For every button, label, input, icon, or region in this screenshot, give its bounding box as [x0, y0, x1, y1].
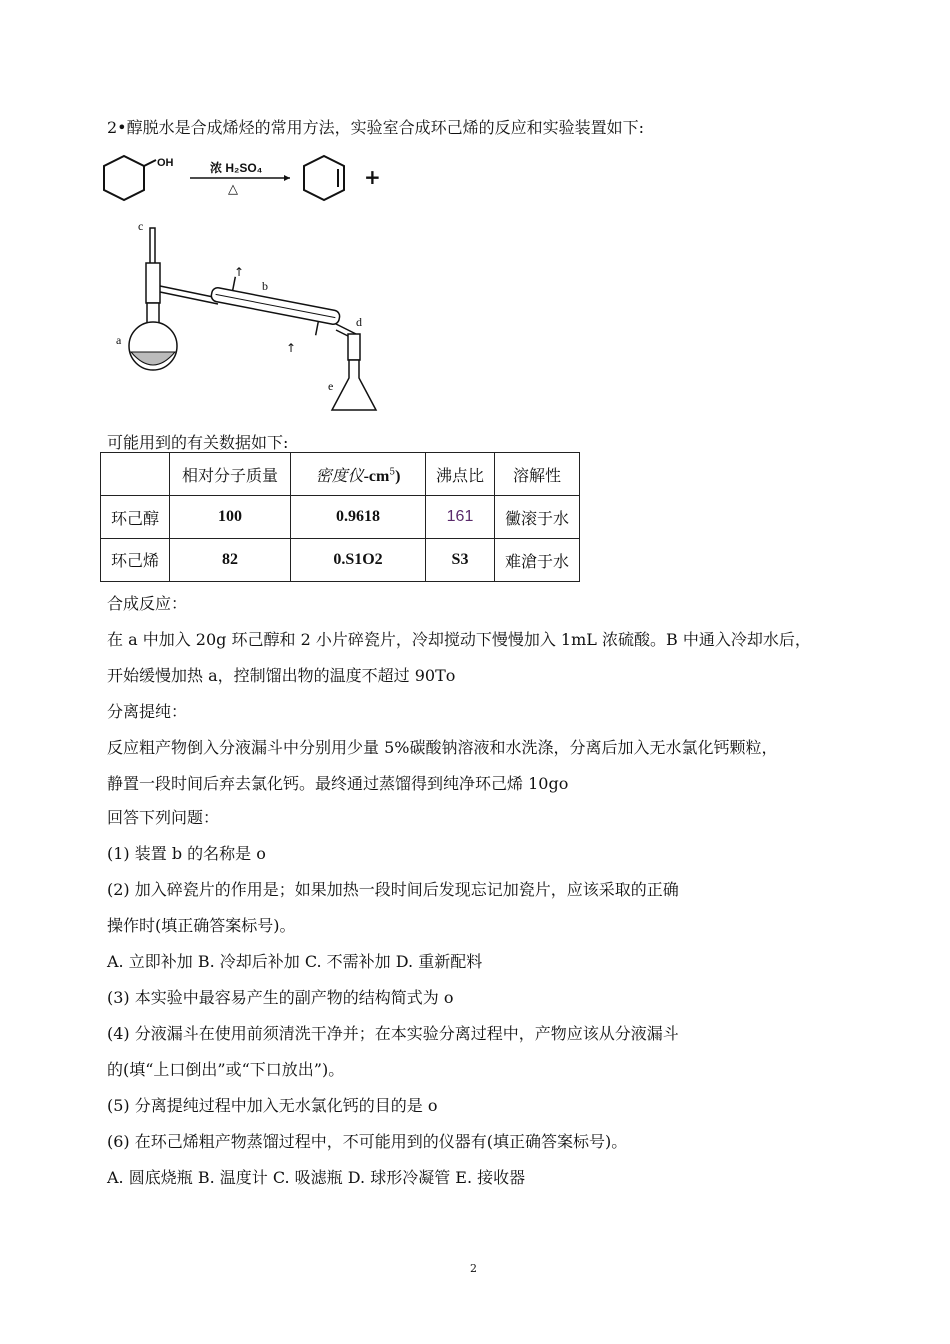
text-line: 分离提纯：	[107, 702, 188, 721]
condition-label: △	[228, 182, 238, 197]
svg-text:e: e	[328, 379, 334, 393]
text-line: A. 圆底烧瓶 B. 温度计 C. 吸滤瓶 D. 球形冷凝管 E. 接收器	[107, 1168, 526, 1187]
oh-label: OH	[157, 157, 174, 169]
svg-text:↑: ↑	[286, 341, 297, 355]
text-line: 在 a 中加入 20g 环己醇和 2 小片碎瓷片，冷却搅动下慢慢加入 1mL 浓硫酸。B 中通入冷却水后，	[107, 630, 811, 649]
text-line: 静置一段时间后弃去氯化钙。最终通过蒸馏得到纯净环己烯 10gо	[107, 774, 569, 793]
svg-text:↑: ↑	[234, 265, 245, 279]
question-intro: 2•醇脱水是合成烯烃的常用方法，实验室合成环己烯的反应和实验装置如下:	[107, 118, 645, 137]
table-header-row	[101, 453, 580, 496]
text-line: (3) 本实验中最容易产生的副产物的结构简式为 о	[107, 988, 454, 1007]
text-line: (5) 分离提纯过程中加入无水氯化钙的目的是 о	[107, 1096, 438, 1115]
text-line: 反应粗产物倒入分液漏斗中分别用少量 5%碳酸钠溶液和水洗涤，分离后加入无水氯化钙颗粒，	[107, 738, 778, 757]
table-cell: 难滄于水	[495, 539, 580, 582]
text-line: A. 立即补加 B. 冷却后补加 C. 不需补加 D. 重新配料	[107, 952, 483, 971]
text-line: (4) 分液漏斗在使用前须清洗干净并；在本实验分离过程中，产物应该从分液漏斗	[107, 1024, 679, 1043]
table-cell: 82	[170, 539, 291, 582]
table-cell: 161	[426, 496, 495, 539]
svg-text:c: c	[138, 219, 144, 233]
reaction-equation	[100, 152, 390, 208]
table-header-cell: 相对分子质量	[170, 453, 291, 496]
table-cell: 环己烯	[101, 539, 170, 582]
table-header-cell-density: 密度仪$-cm^5$)	[291, 453, 426, 496]
svg-text:a: a	[116, 333, 122, 347]
reagent-label: 浓 H₂SO₄	[210, 161, 263, 175]
text-line: 合成反应：	[107, 594, 188, 613]
table-header-cell: 溶解性	[495, 453, 580, 496]
table-cell: S3	[426, 539, 495, 582]
text-line: 的(填“上口倒出”或“下口放出”)。	[107, 1060, 345, 1079]
table-header-cell: 沸点比	[426, 453, 495, 496]
cyclohexanol-ring	[104, 156, 144, 200]
text-line: 回答下列问题：	[107, 808, 220, 827]
table-caption: 可能用到的有关数据如下:	[107, 433, 289, 452]
text-line: (1) 装置 b 的名称是 о	[107, 844, 266, 863]
receiving-flask	[332, 360, 376, 410]
data-table	[100, 452, 580, 582]
table-header-cell	[101, 453, 170, 496]
table-cell: 黴滚于水	[495, 496, 580, 539]
table-row	[101, 496, 580, 539]
distillation-apparatus	[110, 218, 390, 418]
table-cell: 0.S1O2	[291, 539, 426, 582]
page-number: 2	[470, 1262, 477, 1275]
text-line: 开始缓慢加热 a，控制馏出物的温度不超过 90Tо	[107, 666, 456, 685]
plus-sign: +	[364, 165, 381, 189]
svg-text:d: d	[356, 315, 362, 329]
table-cell: 100	[170, 496, 291, 539]
svg-text:b: b	[262, 279, 268, 293]
table-row	[101, 539, 580, 582]
table-cell: 0.9618	[291, 496, 426, 539]
table-cell: 环己醇	[101, 496, 170, 539]
text-line: (6) 在环己烯粗产物蒸馏过程中，不可能用到的仪器有(填正确答案标号)。	[107, 1132, 628, 1151]
text-line: (2) 加入碎瓷片的作用是；如果加热一段时间后发现忘记加瓷片，应该采取的正确	[107, 880, 679, 899]
text-line: 操作时(填正确答案标号)。	[107, 916, 296, 935]
